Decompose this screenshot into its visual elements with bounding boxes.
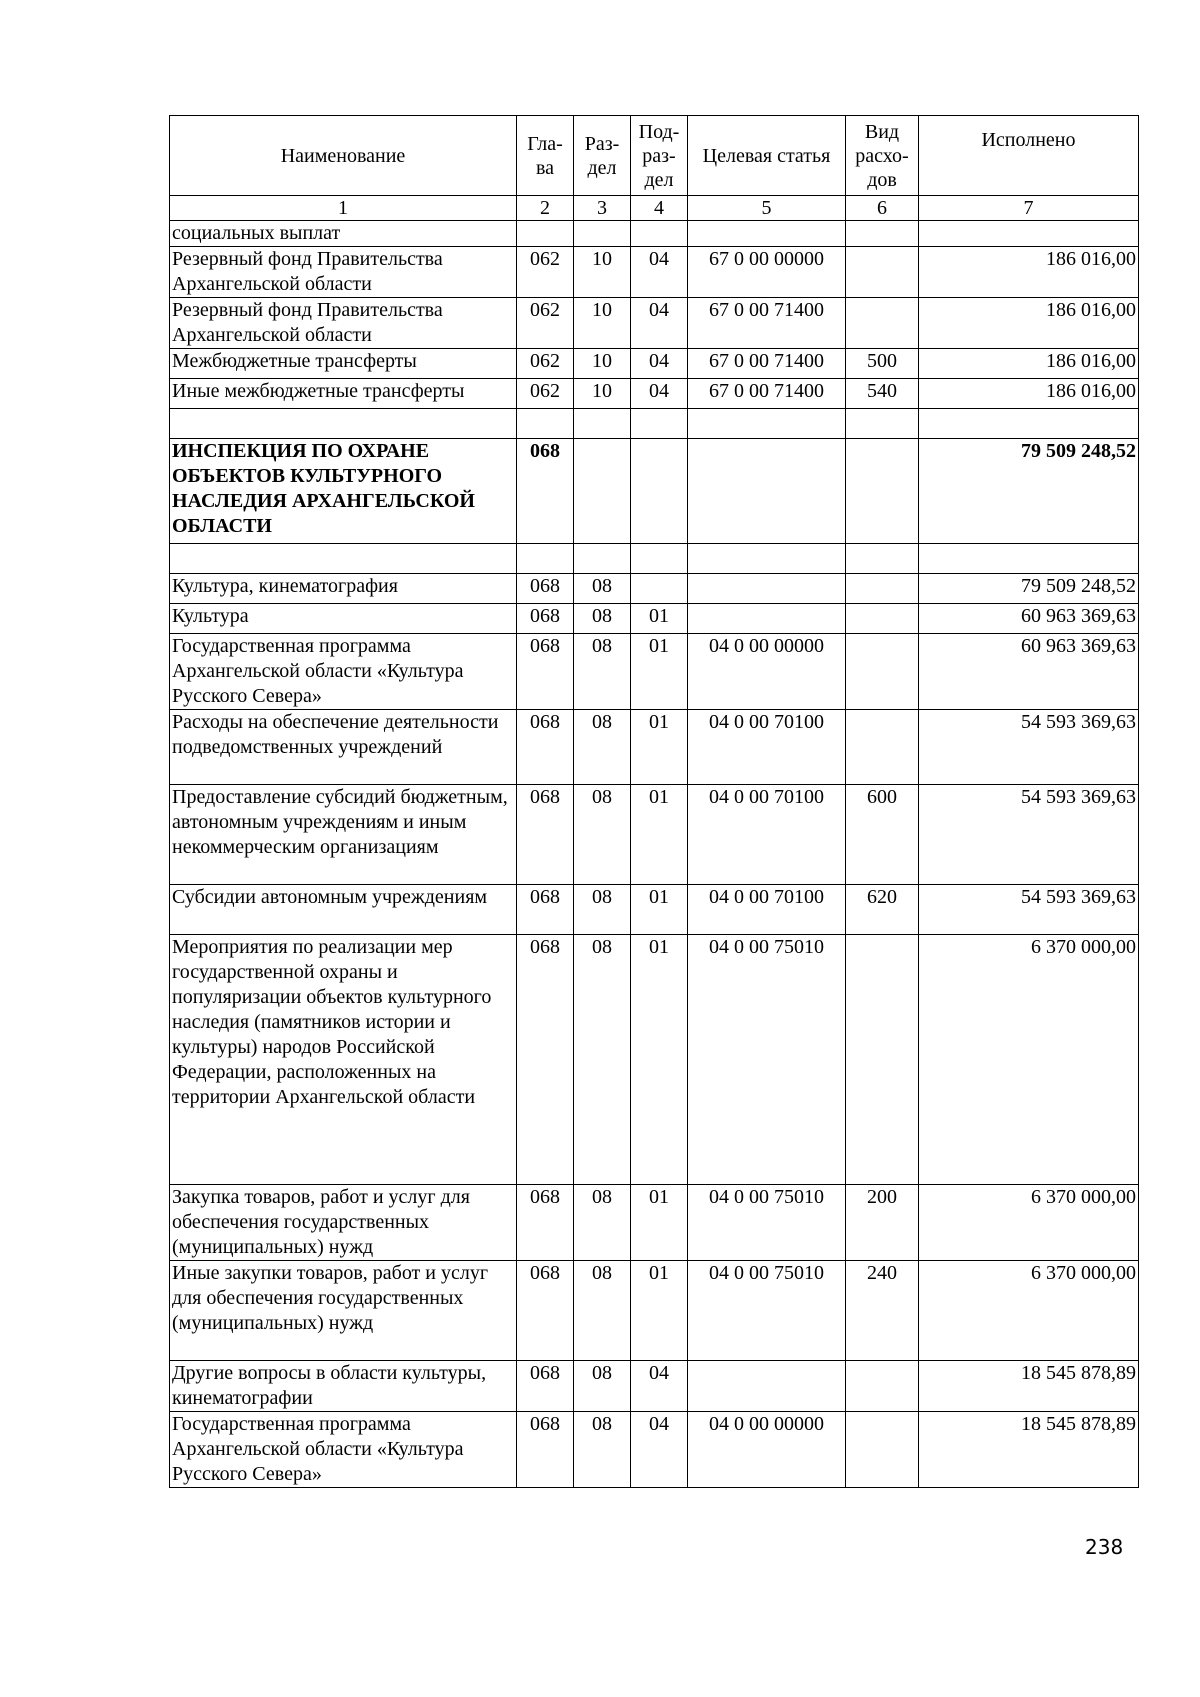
row-podrazdel: 04 <box>631 349 688 379</box>
row-podrazdel: 01 <box>631 634 688 710</box>
row-razdel: 08 <box>574 935 631 1185</box>
row-razdel <box>574 221 631 247</box>
row-sum <box>919 221 1139 247</box>
row-podrazdel: 01 <box>631 935 688 1185</box>
row-glava: 068 <box>517 785 574 885</box>
table-row <box>170 710 1139 785</box>
row-name: Иные межбюджетные трансферты <box>170 379 517 409</box>
row-razdel: 10 <box>574 247 631 298</box>
row-sum: 79 509 248,52 <box>919 574 1139 604</box>
header-podrazdel: Под- раз- дел <box>631 116 688 196</box>
row-podrazdel: 04 <box>631 1412 688 1488</box>
header-ispolneno: Исполнено <box>919 116 1139 196</box>
row-vid <box>846 634 919 710</box>
table-row <box>170 1361 1139 1412</box>
column-number: 5 <box>688 196 846 221</box>
row-vid <box>846 1361 919 1412</box>
column-number: 7 <box>919 196 1139 221</box>
row-name: Государственная программа Архангельской области «Культура Русского Севера» <box>170 634 517 710</box>
row-podrazdel: 01 <box>631 1185 688 1261</box>
column-number: 2 <box>517 196 574 221</box>
row-sum: 60 963 369,63 <box>919 634 1139 710</box>
column-number: 6 <box>846 196 919 221</box>
row-podrazdel <box>631 574 688 604</box>
header-razdel: Раз- дел <box>574 116 631 196</box>
row-name: Резервный фонд Правительства Архангельской области <box>170 298 517 349</box>
row-celevaya: 04 0 00 00000 <box>688 1412 846 1488</box>
row-razdel: 08 <box>574 1361 631 1412</box>
row-razdel: 10 <box>574 298 631 349</box>
row-name: Резервный фонд Правительства Архангельской области <box>170 247 517 298</box>
table-row <box>170 935 1139 1185</box>
row-sum: 18 545 878,89 <box>919 1361 1139 1412</box>
row-celevaya: 04 0 00 70100 <box>688 710 846 785</box>
table-row <box>170 634 1139 710</box>
header-vid: Вид расхо- дов <box>846 116 919 196</box>
row-celevaya: 04 0 00 00000 <box>688 634 846 710</box>
table-row <box>170 785 1139 885</box>
table-row <box>170 604 1139 634</box>
column-number: 1 <box>170 196 517 221</box>
row-sum: 18 545 878,89 <box>919 1412 1139 1488</box>
budget-table <box>169 115 1139 1488</box>
table-row <box>170 1412 1139 1488</box>
row-podrazdel: 01 <box>631 1261 688 1361</box>
row-razdel: 08 <box>574 885 631 935</box>
header-glava: Гла- ва <box>517 116 574 196</box>
row-glava: 068 <box>517 1185 574 1261</box>
row-podrazdel: 01 <box>631 885 688 935</box>
row-celevaya: 67 0 00 00000 <box>688 247 846 298</box>
row-vid: 240 <box>846 1261 919 1361</box>
row-glava <box>517 409 574 439</box>
row-sum: 186 016,00 <box>919 349 1139 379</box>
row-name: Предоставление субсидий бюджетным, автономным учреждениям и иным некоммерческим организациям <box>170 785 517 885</box>
row-glava: 068 <box>517 1261 574 1361</box>
row-celevaya: 04 0 00 75010 <box>688 1261 846 1361</box>
row-celevaya <box>688 439 846 544</box>
column-number-row <box>170 196 1139 221</box>
table-row <box>170 439 1139 544</box>
row-name: Культура <box>170 604 517 634</box>
row-podrazdel <box>631 221 688 247</box>
table-row <box>170 221 1139 247</box>
row-razdel <box>574 409 631 439</box>
row-name: Мероприятия по реализации мер государственной охраны и популяризации объектов культурного наследия (памятников истории и культуры) народов Российской Федерации, расположенных на территории Архангельской области <box>170 935 517 1185</box>
row-glava: 062 <box>517 247 574 298</box>
row-sum: 54 593 369,63 <box>919 710 1139 785</box>
row-name: Государственная программа Архангельской области «Культура Русского Севера» <box>170 1412 517 1488</box>
row-podrazdel: 04 <box>631 379 688 409</box>
table-row <box>170 1185 1139 1261</box>
table-row <box>170 1261 1139 1361</box>
table-row <box>170 574 1139 604</box>
row-vid: 200 <box>846 1185 919 1261</box>
row-razdel: 08 <box>574 785 631 885</box>
row-celevaya <box>688 409 846 439</box>
row-razdel: 08 <box>574 574 631 604</box>
row-razdel: 10 <box>574 379 631 409</box>
row-name: Закупка товаров, работ и услуг для обеспечения государственных (муниципальных) нужд <box>170 1185 517 1261</box>
row-name: Культура, кинематография <box>170 574 517 604</box>
row-sum: 79 509 248,52 <box>919 439 1139 544</box>
row-glava: 068 <box>517 1361 574 1412</box>
row-name <box>170 544 517 574</box>
row-glava <box>517 221 574 247</box>
row-glava: 062 <box>517 349 574 379</box>
row-sum <box>919 544 1139 574</box>
row-razdel: 10 <box>574 349 631 379</box>
row-glava: 068 <box>517 1412 574 1488</box>
page-number: 238 <box>1085 1535 1124 1559</box>
row-vid <box>846 935 919 1185</box>
row-celevaya <box>688 604 846 634</box>
row-celevaya: 67 0 00 71400 <box>688 379 846 409</box>
row-razdel: 08 <box>574 710 631 785</box>
row-vid <box>846 439 919 544</box>
table-row <box>170 349 1139 379</box>
row-sum: 6 370 000,00 <box>919 935 1139 1185</box>
row-vid: 500 <box>846 349 919 379</box>
table-row <box>170 247 1139 298</box>
row-vid: 540 <box>846 379 919 409</box>
row-podrazdel: 04 <box>631 298 688 349</box>
row-glava: 068 <box>517 885 574 935</box>
row-celevaya <box>688 221 846 247</box>
row-sum: 54 593 369,63 <box>919 785 1139 885</box>
table-row <box>170 409 1139 439</box>
row-vid <box>846 710 919 785</box>
row-glava: 068 <box>517 439 574 544</box>
row-vid <box>846 574 919 604</box>
column-number: 3 <box>574 196 631 221</box>
row-razdel: 08 <box>574 604 631 634</box>
row-podrazdel: 01 <box>631 604 688 634</box>
row-celevaya <box>688 544 846 574</box>
row-name: Межбюджетные трансферты <box>170 349 517 379</box>
table-row <box>170 298 1139 349</box>
row-podrazdel <box>631 544 688 574</box>
row-name: Другие вопросы в области культуры, кинематографии <box>170 1361 517 1412</box>
row-sum: 60 963 369,63 <box>919 604 1139 634</box>
row-sum: 54 593 369,63 <box>919 885 1139 935</box>
row-sum: 6 370 000,00 <box>919 1185 1139 1261</box>
row-sum: 186 016,00 <box>919 247 1139 298</box>
row-vid <box>846 247 919 298</box>
row-name: Субсидии автономным учреждениям <box>170 885 517 935</box>
row-celevaya: 04 0 00 70100 <box>688 885 846 935</box>
row-razdel <box>574 439 631 544</box>
row-name: Расходы на обеспечение деятельности подведомственных учреждений <box>170 710 517 785</box>
row-celevaya: 04 0 00 75010 <box>688 1185 846 1261</box>
row-glava: 068 <box>517 574 574 604</box>
column-number: 4 <box>631 196 688 221</box>
row-podrazdel: 04 <box>631 247 688 298</box>
row-celevaya <box>688 574 846 604</box>
row-vid <box>846 409 919 439</box>
row-celevaya: 04 0 00 70100 <box>688 785 846 885</box>
header-row <box>170 116 1139 196</box>
row-vid <box>846 544 919 574</box>
table-row <box>170 544 1139 574</box>
row-podrazdel: 01 <box>631 785 688 885</box>
row-name: социальных выплат <box>170 221 517 247</box>
row-razdel: 08 <box>574 1412 631 1488</box>
row-glava: 068 <box>517 710 574 785</box>
row-vid: 600 <box>846 785 919 885</box>
row-celevaya: 67 0 00 71400 <box>688 349 846 379</box>
row-vid <box>846 298 919 349</box>
row-podrazdel: 04 <box>631 1361 688 1412</box>
row-glava: 062 <box>517 298 574 349</box>
row-sum: 186 016,00 <box>919 379 1139 409</box>
row-celevaya: 67 0 00 71400 <box>688 298 846 349</box>
row-sum: 186 016,00 <box>919 298 1139 349</box>
row-glava <box>517 544 574 574</box>
row-razdel: 08 <box>574 634 631 710</box>
row-celevaya <box>688 1361 846 1412</box>
row-name <box>170 409 517 439</box>
row-razdel: 08 <box>574 1185 631 1261</box>
row-glava: 068 <box>517 604 574 634</box>
row-podrazdel <box>631 439 688 544</box>
header-name: Наименование <box>170 116 517 196</box>
row-name: ИНСПЕКЦИЯ ПО ОХРАНЕ ОБЪЕКТОВ КУЛЬТУРНОГО НАСЛЕДИЯ АРХАНГЕЛЬСКОЙ ОБЛАСТИ <box>170 439 517 544</box>
row-vid <box>846 1412 919 1488</box>
table-row <box>170 379 1139 409</box>
row-sum: 6 370 000,00 <box>919 1261 1139 1361</box>
row-sum <box>919 409 1139 439</box>
table-body <box>170 221 1139 1488</box>
row-vid: 620 <box>846 885 919 935</box>
row-podrazdel <box>631 409 688 439</box>
row-razdel <box>574 544 631 574</box>
row-vid <box>846 604 919 634</box>
row-vid <box>846 221 919 247</box>
row-glava: 068 <box>517 634 574 710</box>
row-razdel: 08 <box>574 1261 631 1361</box>
header-celevaya: Целевая статья <box>688 116 846 196</box>
row-podrazdel: 01 <box>631 710 688 785</box>
table-row <box>170 885 1139 935</box>
row-glava: 068 <box>517 935 574 1185</box>
row-glava: 062 <box>517 379 574 409</box>
row-celevaya: 04 0 00 75010 <box>688 935 846 1185</box>
row-name: Иные закупки товаров, работ и услуг для обеспечения государственных (муниципальных) нужд <box>170 1261 517 1361</box>
